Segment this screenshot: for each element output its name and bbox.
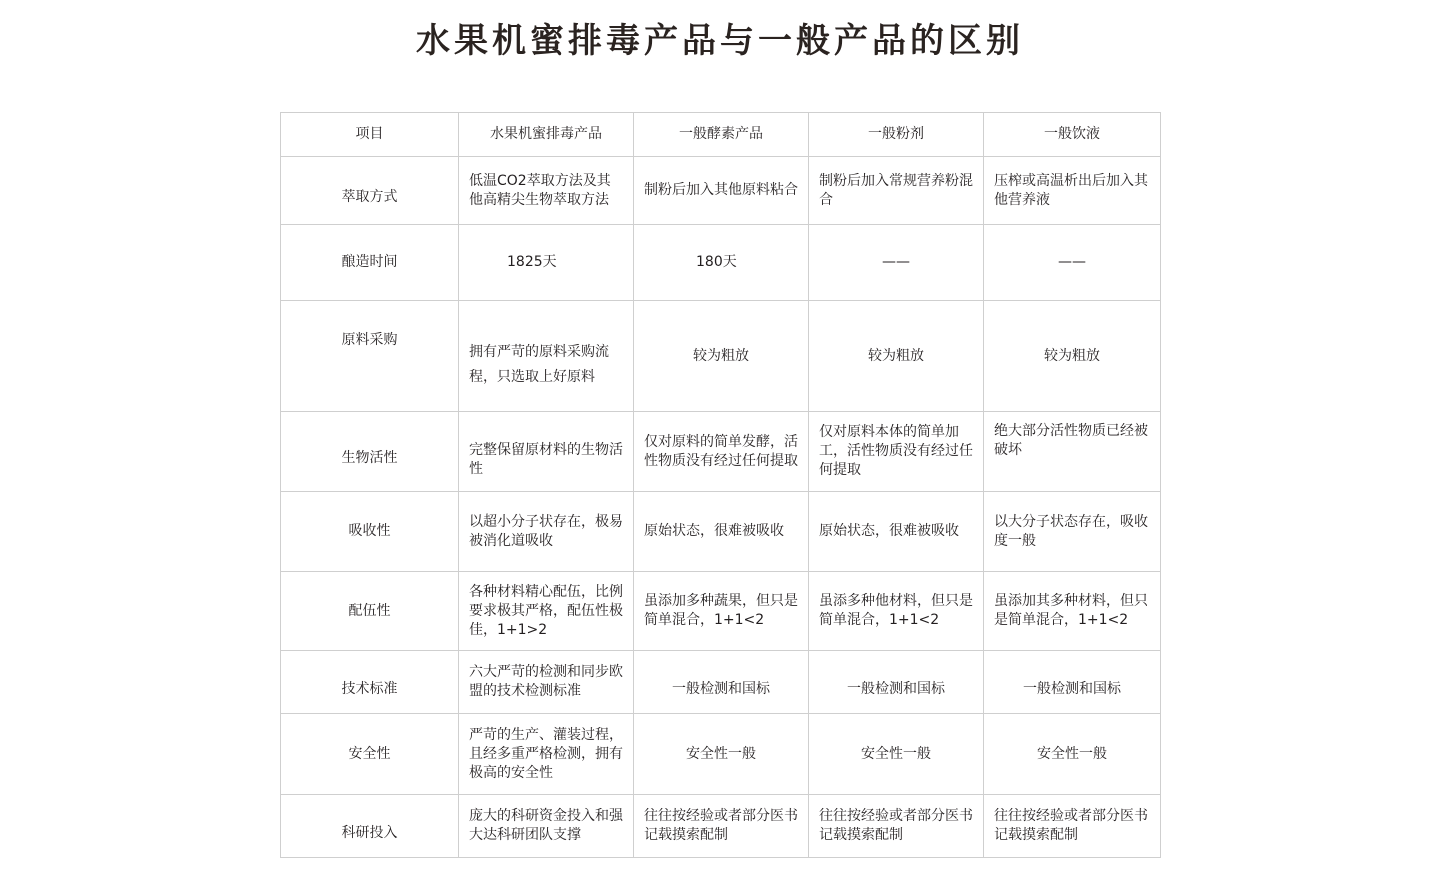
row-label: 科研投入 [281, 795, 459, 858]
table-cell: 往往按经验或者部分医书记载摸索配制 [809, 795, 984, 858]
table-cell: 制粉后加入其他原料粘合 [634, 157, 809, 225]
header-item: 项目 [281, 113, 459, 157]
row-label: 酿造时间 [281, 225, 459, 301]
table-cell: 安全性一般 [984, 714, 1161, 795]
table-cell: 较为粗放 [984, 301, 1161, 412]
table-row [281, 157, 1161, 225]
table-row [281, 225, 1161, 301]
table-row [281, 301, 1161, 412]
row-label: 原料采购 [281, 301, 459, 412]
row-label: 生物活性 [281, 412, 459, 492]
table-cell: 低温CO2萃取方法及其他高精尖生物萃取方法 [459, 157, 634, 225]
table-cell: —— [809, 225, 984, 301]
header-drink-product: 一般饮液 [984, 113, 1161, 157]
table-cell: 压榨或高温析出后加入其他营养液 [984, 157, 1161, 225]
table-cell: 180天 [634, 225, 809, 301]
table-cell: 往往按经验或者部分医书记载摸索配制 [984, 795, 1161, 858]
row-label: 配伍性 [281, 572, 459, 651]
table-cell: 1825天 [459, 225, 634, 301]
table-cell: 一般检测和国标 [809, 651, 984, 714]
table-cell: 制粉后加入常规营养粉混合 [809, 157, 984, 225]
row-label: 吸收性 [281, 492, 459, 572]
table-row [281, 651, 1161, 714]
table-cell: 安全性一般 [809, 714, 984, 795]
table-cell: 六大严苛的检测和同步欧盟的技术检测标准 [459, 651, 634, 714]
row-label: 安全性 [281, 714, 459, 795]
table-cell: 安全性一般 [634, 714, 809, 795]
table-cell: 较为粗放 [634, 301, 809, 412]
table-row [281, 412, 1161, 492]
header-enzyme-product: 一般酵素产品 [634, 113, 809, 157]
page-title: 水果机蜜排毒产品与一般产品的区别 [416, 21, 1024, 61]
header-powder-product: 一般粉剂 [809, 113, 984, 157]
table-cell: 庞大的科研资金投入和强大达科研团队支撑 [459, 795, 634, 858]
table-row [281, 714, 1161, 795]
header-fruit-product: 水果机蜜排毒产品 [459, 113, 634, 157]
table-cell: 原始状态，很难被吸收 [809, 492, 984, 572]
table-cell: —— [984, 225, 1161, 301]
table-cell: 虽添多种他材料，但只是简单混合，1+1<2 [809, 572, 984, 651]
table-row [281, 795, 1161, 858]
table-cell: 拥有严苛的原料采购流程，只选取上好原料 [459, 301, 634, 412]
table-cell: 仅对原料的简单发酵，活性物质没有经过任何提取 [634, 412, 809, 492]
table-cell: 原始状态，很难被吸收 [634, 492, 809, 572]
table-cell: 以超小分子状存在，极易被消化道吸收 [459, 492, 634, 572]
table-cell: 较为粗放 [809, 301, 984, 412]
table-cell: 以大分子状态存在，吸收度一般 [984, 492, 1161, 572]
table-cell: 绝大部分活性物质已经被破坏 [984, 412, 1161, 492]
table-cell: 一般检测和国标 [984, 651, 1161, 714]
table-cell: 仅对原料本体的简单加工，活性物质没有经过任何提取 [809, 412, 984, 492]
table-header-row [281, 113, 1161, 157]
table-cell: 虽添加其多种材料，但只是简单混合，1+1<2 [984, 572, 1161, 651]
table-cell: 各种材料精心配伍，比例要求极其严格，配伍性极佳，1+1>2 [459, 572, 634, 651]
table-cell: 严苛的生产、灌装过程，且经多重严格检测，拥有极高的安全性 [459, 714, 634, 795]
comparison-table [280, 112, 1161, 858]
row-label: 萃取方式 [281, 157, 459, 225]
table-cell: 虽添加多种蔬果，但只是简单混合，1+1<2 [634, 572, 809, 651]
row-label: 技术标准 [281, 651, 459, 714]
table-row [281, 492, 1161, 572]
table-row [281, 572, 1161, 651]
table-cell: 完整保留原材料的生物活性 [459, 412, 634, 492]
table-cell: 往往按经验或者部分医书记载摸索配制 [634, 795, 809, 858]
table-cell: 一般检测和国标 [634, 651, 809, 714]
